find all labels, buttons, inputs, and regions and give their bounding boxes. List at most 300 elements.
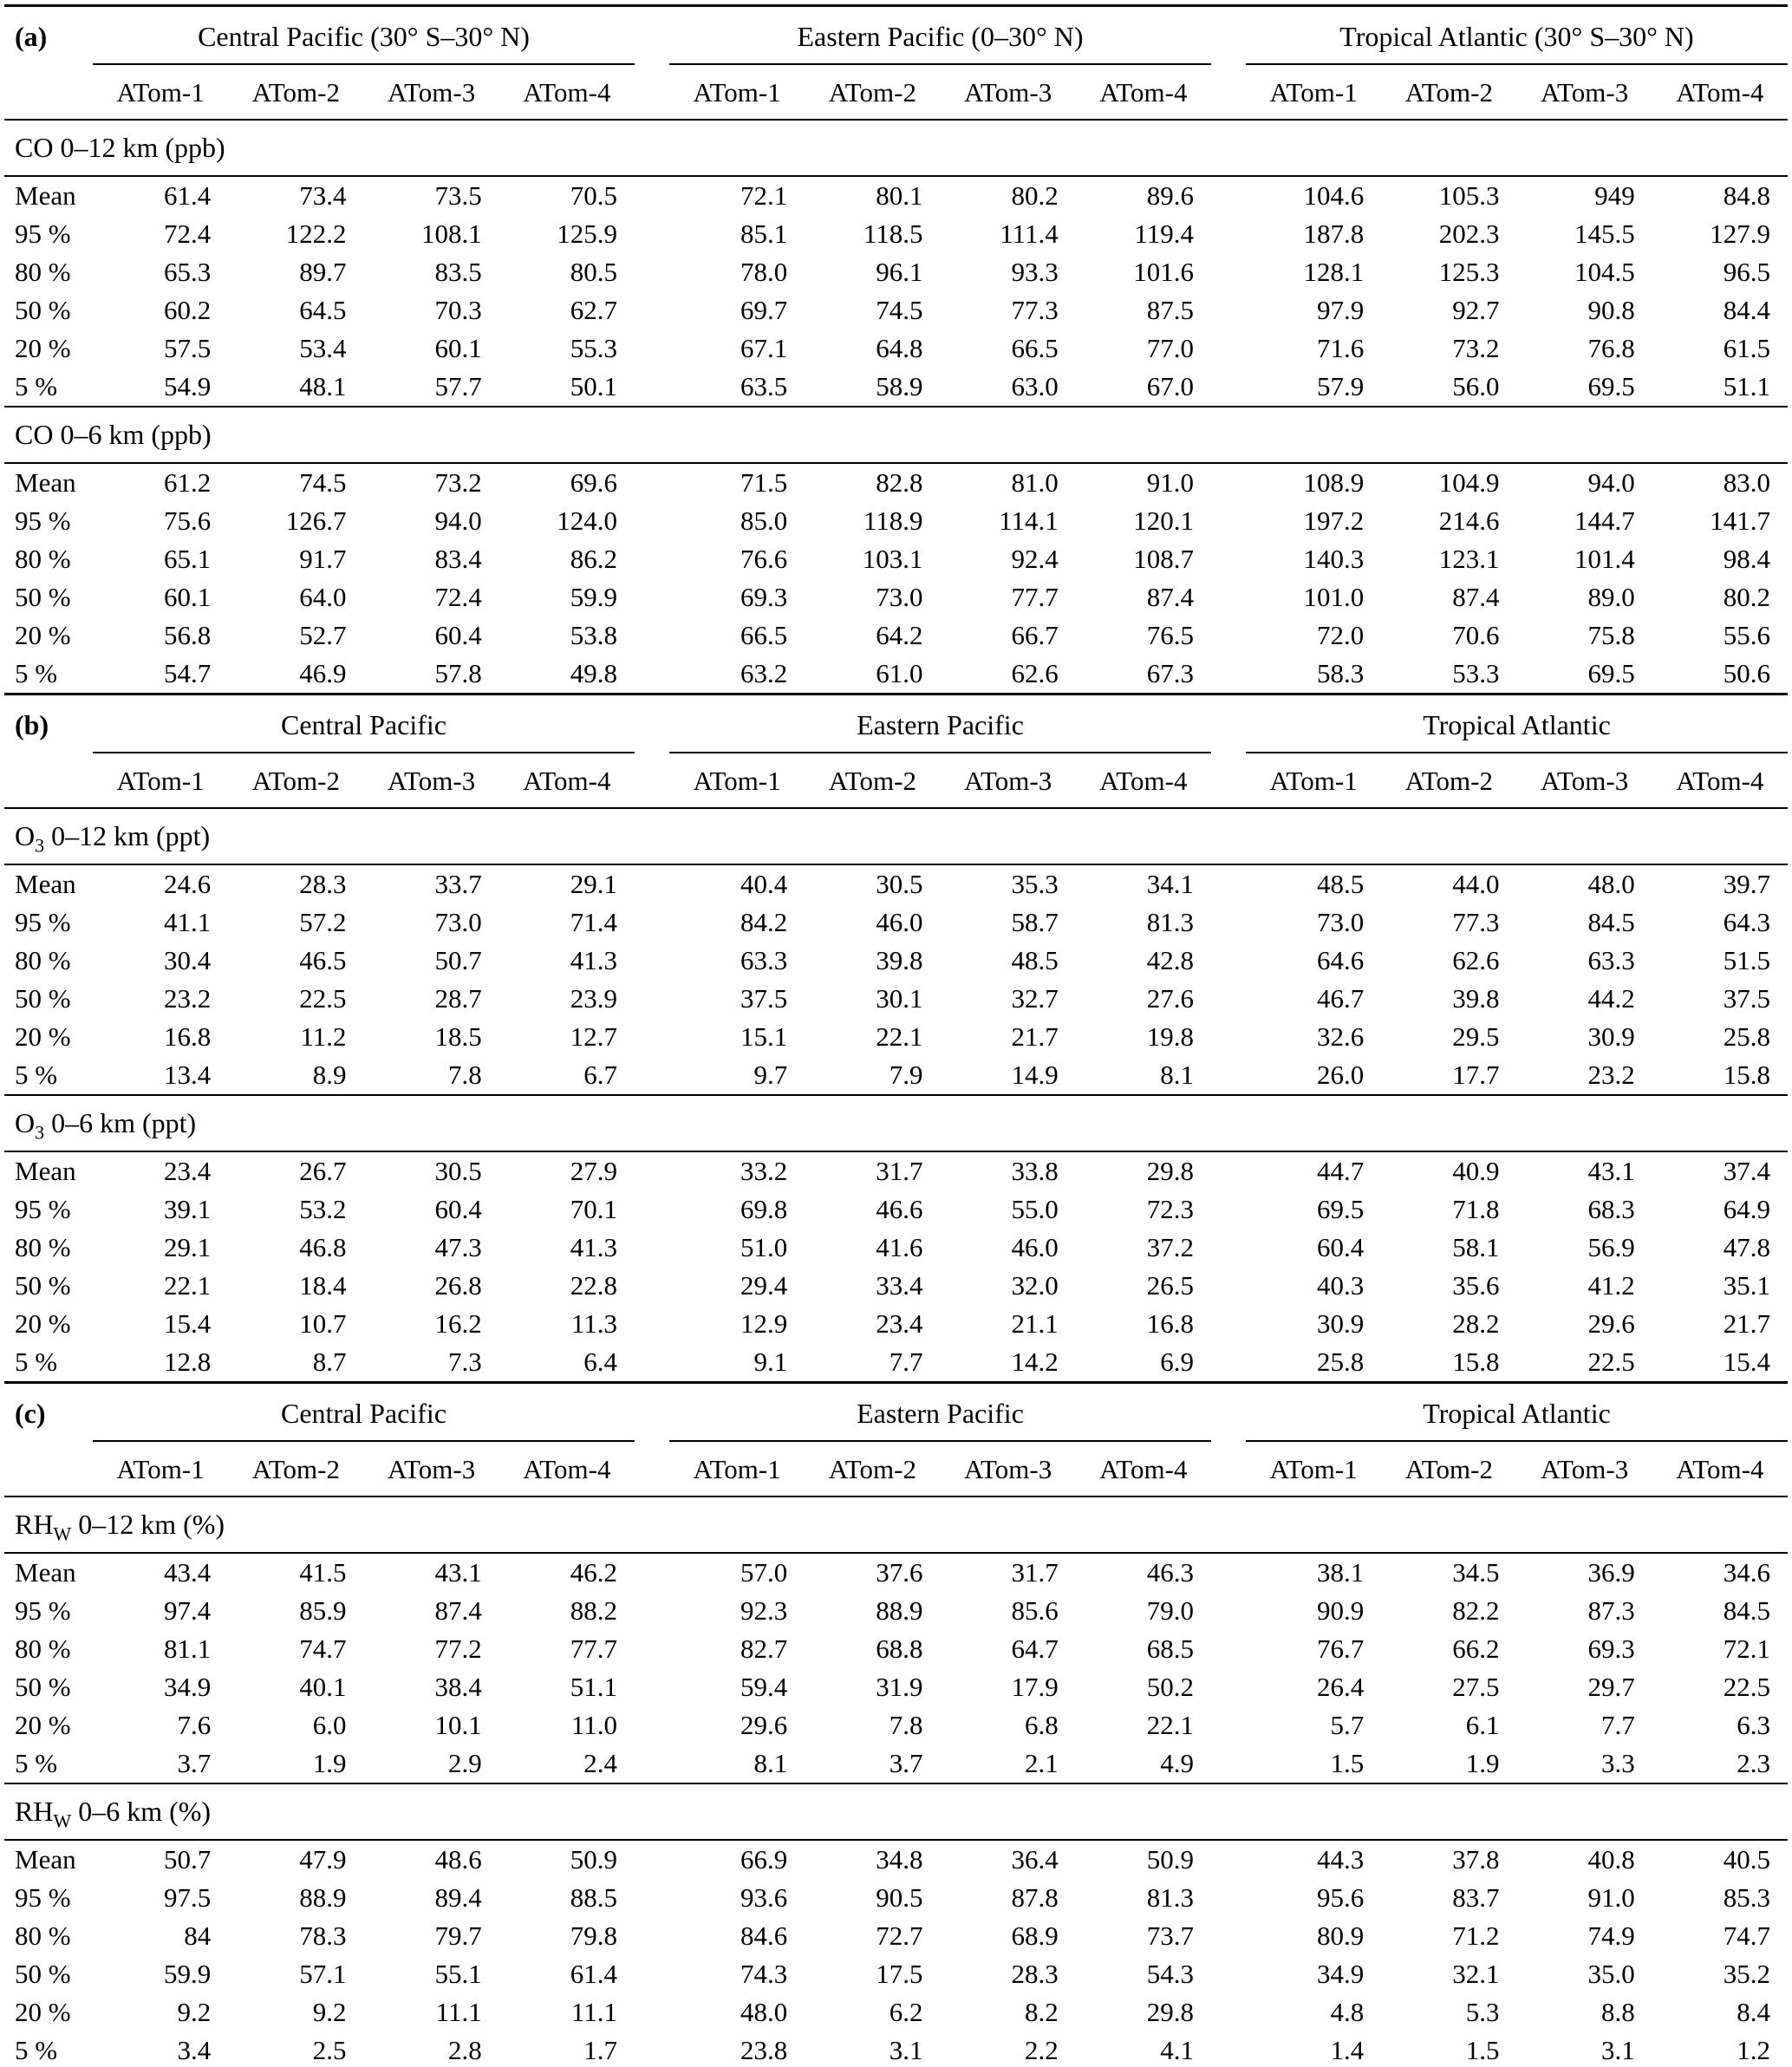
value-cell: 46.0	[1011, 1232, 1059, 1262]
value-cell: 26.8	[434, 1270, 482, 1301]
value-cell: 78.0	[740, 257, 788, 287]
value-cell: 88.2	[570, 1595, 617, 1626]
table-row	[4, 1190, 1788, 1229]
column-header: ATom-4	[1676, 77, 1764, 108]
value-cell: 50.7	[434, 945, 482, 975]
value-cell: 114.1	[999, 505, 1059, 536]
value-cell: 34.1	[1146, 869, 1194, 899]
table-row	[4, 368, 1788, 406]
value-cell: 1.9	[312, 1748, 347, 1778]
column-header: ATom-3	[1541, 766, 1629, 796]
value-cell: 46.3	[1146, 1557, 1194, 1588]
value-cell: 7.8	[448, 1060, 482, 1090]
table-row	[4, 942, 1788, 980]
value-cell: 87.8	[1011, 1882, 1059, 1913]
column-header: ATom-4	[1676, 766, 1764, 796]
value-cell: 25.8	[1317, 1346, 1365, 1377]
value-cell: 81.3	[1146, 907, 1194, 937]
value-cell: 10.7	[299, 1308, 347, 1339]
table-row	[4, 1955, 1788, 1993]
group-header-row	[4, 695, 1788, 753]
value-cell: 33.7	[434, 869, 482, 899]
value-cell: 36.9	[1587, 1557, 1635, 1588]
value-cell: 41.1	[164, 907, 212, 937]
value-cell: 69.5	[1587, 371, 1635, 401]
value-cell: 84.5	[1723, 1595, 1770, 1626]
value-cell: 96.1	[876, 257, 923, 287]
value-cell: 103.1	[862, 544, 923, 574]
value-cell: 66.9	[740, 1844, 788, 1875]
value-cell: 65.3	[164, 257, 212, 287]
value-cell: 57.2	[299, 907, 347, 937]
value-cell: 29.6	[740, 1710, 788, 1740]
value-cell: 67.1	[740, 333, 788, 363]
value-cell: 83.5	[434, 257, 482, 287]
column-header: ATom-4	[523, 1454, 611, 1484]
value-cell: 92.4	[1011, 544, 1059, 574]
value-cell: 74.5	[876, 295, 923, 325]
value-cell: 144.7	[1574, 505, 1635, 536]
value-cell: 8.2	[1025, 1997, 1059, 2027]
value-cell: 43.4	[164, 1557, 212, 1588]
value-cell: 75.8	[1587, 620, 1635, 650]
value-cell: 56.0	[1452, 371, 1500, 401]
column-header: ATom-1	[693, 77, 781, 108]
value-cell: 69.5	[1587, 658, 1635, 688]
value-cell: 17.9	[1011, 1672, 1059, 1702]
value-cell: 23.2	[1587, 1060, 1635, 1090]
row-label: 95 %	[15, 1194, 71, 1224]
column-header: ATom-3	[1541, 77, 1629, 108]
value-cell: 76.8	[1587, 333, 1635, 363]
value-cell: 69.5	[1317, 1194, 1365, 1224]
value-cell: 187.8	[1303, 218, 1365, 249]
value-cell: 32.0	[1011, 1270, 1059, 1301]
value-cell: 84.4	[1723, 295, 1770, 325]
value-cell: 22.1	[876, 1021, 923, 1052]
value-cell: 30.5	[876, 869, 923, 899]
value-cell: 50.1	[570, 371, 617, 401]
value-cell: 54.9	[164, 371, 212, 401]
row-label: 95 %	[15, 1882, 71, 1913]
value-cell: 81.3	[1146, 1882, 1194, 1913]
column-header: ATom-3	[1541, 1454, 1629, 1484]
table-row	[4, 578, 1788, 616]
row-label: 80 %	[15, 1232, 71, 1262]
value-cell: 38.1	[1317, 1557, 1365, 1588]
row-label: 5 %	[15, 371, 58, 401]
value-cell: 71.6	[1317, 333, 1365, 363]
column-header: ATom-1	[693, 1454, 781, 1484]
value-cell: 23.4	[876, 1308, 923, 1339]
value-cell: 75.6	[164, 505, 212, 536]
table-row	[4, 215, 1788, 253]
value-cell: 23.4	[164, 1156, 212, 1186]
section-title-subscript: W	[53, 1809, 72, 1832]
section-title-base: O	[15, 1107, 36, 1138]
value-cell: 21.7	[1011, 1021, 1059, 1052]
value-cell: 91.7	[299, 544, 347, 574]
value-cell: 27.9	[570, 1156, 617, 1186]
value-cell: 6.2	[889, 1997, 923, 2027]
section-title	[4, 1096, 1788, 1151]
value-cell: 9.2	[177, 1997, 212, 2027]
value-cell: 63.3	[1587, 945, 1635, 975]
value-cell: 62.6	[1452, 945, 1500, 975]
value-cell: 58.1	[1452, 1232, 1500, 1262]
value-cell: 42.8	[1146, 945, 1194, 975]
value-cell: 40.9	[1452, 1156, 1500, 1186]
value-cell: 108.9	[1303, 467, 1365, 498]
value-cell: 81.0	[1011, 467, 1059, 498]
section-title-base: RH	[15, 1796, 54, 1827]
value-cell: 37.4	[1723, 1156, 1770, 1186]
value-cell: 48.0	[1587, 869, 1635, 899]
value-cell: 53.8	[570, 620, 617, 650]
value-cell: 39.1	[164, 1194, 212, 1224]
value-cell: 31.9	[876, 1672, 923, 1702]
value-cell: 44.3	[1317, 1844, 1365, 1875]
value-cell: 80.1	[876, 180, 923, 211]
value-cell: 46.0	[876, 907, 923, 937]
value-cell: 10.1	[434, 1710, 482, 1740]
value-cell: 104.9	[1438, 467, 1500, 498]
table-row	[4, 1267, 1788, 1305]
value-cell: 44.2	[1587, 983, 1635, 1014]
value-cell: 51.1	[570, 1672, 617, 1702]
value-cell: 8.4	[1737, 1997, 1770, 2027]
row-label: 20 %	[15, 620, 71, 650]
row-label: Mean	[15, 869, 76, 899]
column-header: ATom-2	[828, 1454, 916, 1484]
column-header: ATom-2	[251, 766, 340, 796]
value-cell: 122.2	[285, 218, 347, 249]
value-cell: 73.4	[299, 180, 347, 211]
value-cell: 82.2	[1452, 1595, 1500, 1626]
value-cell: 60.4	[434, 620, 482, 650]
value-cell: 53.3	[1452, 658, 1500, 688]
value-cell: 76.5	[1146, 620, 1194, 650]
table-row	[4, 1229, 1788, 1267]
value-cell: 7.3	[448, 1346, 482, 1377]
value-cell: 37.5	[740, 983, 788, 1014]
group-header-1: Central Pacific (30° S–30° N)	[93, 7, 635, 65]
value-cell: 84.8	[1723, 180, 1770, 211]
section-title	[4, 1784, 1788, 1839]
value-cell: 84.5	[1587, 907, 1635, 937]
value-cell: 64.2	[876, 620, 923, 650]
value-cell: 2.2	[1025, 2035, 1059, 2065]
section-title-subscript: W	[53, 1523, 72, 1545]
column-header: ATom-3	[964, 77, 1052, 108]
value-cell: 2.5	[312, 2035, 347, 2065]
value-cell: 51.5	[1723, 945, 1770, 975]
value-cell: 2.3	[1737, 1748, 1770, 1778]
value-cell: 126.7	[285, 505, 347, 536]
value-cell: 141.7	[1710, 505, 1770, 536]
value-cell: 69.3	[1587, 1633, 1635, 1664]
section-title-subscript: 3	[35, 1121, 45, 1144]
value-cell: 29.6	[1587, 1308, 1635, 1339]
value-cell: 35.6	[1452, 1270, 1500, 1301]
value-cell: 66.2	[1452, 1633, 1500, 1664]
value-cell: 19.8	[1146, 1021, 1194, 1052]
row-label: 80 %	[15, 1633, 71, 1664]
value-cell: 53.4	[299, 333, 347, 363]
value-cell: 15.8	[1452, 1346, 1500, 1377]
value-cell: 77.3	[1011, 295, 1059, 325]
value-cell: 48.5	[1317, 869, 1365, 899]
value-cell: 3.7	[177, 1748, 212, 1778]
value-cell: 1.7	[583, 2035, 617, 2065]
row-label: 5 %	[15, 1346, 58, 1377]
value-cell: 80.5	[570, 257, 617, 287]
section-title-base: RH	[15, 1509, 54, 1540]
value-cell: 7.7	[889, 1346, 923, 1377]
value-cell: 15.4	[164, 1308, 212, 1339]
table-row	[4, 1343, 1788, 1381]
row-label: 95 %	[15, 505, 71, 536]
value-cell: 34.9	[164, 1672, 212, 1702]
atom-statistics-table	[4, 4, 1788, 2067]
value-cell: 124.0	[557, 505, 617, 536]
value-cell: 84.6	[740, 1920, 788, 1951]
value-cell: 3.7	[889, 1748, 923, 1778]
value-cell: 118.5	[863, 218, 923, 249]
value-cell: 9.1	[753, 1346, 788, 1377]
value-cell: 88.9	[299, 1882, 347, 1913]
value-cell: 74.3	[740, 1959, 788, 1989]
column-header: ATom-4	[1099, 766, 1188, 796]
value-cell: 2.9	[448, 1748, 482, 1778]
value-cell: 16.8	[1146, 1308, 1194, 1339]
value-cell: 66.7	[1011, 620, 1059, 650]
value-cell: 30.1	[876, 983, 923, 1014]
value-cell: 46.2	[570, 1557, 617, 1588]
value-cell: 80.2	[1011, 180, 1059, 211]
value-cell: 8.7	[312, 1346, 347, 1377]
value-cell: 97.9	[1317, 295, 1365, 325]
value-cell: 6.1	[1465, 1710, 1500, 1740]
value-cell: 202.3	[1438, 218, 1500, 249]
value-cell: 14.9	[1011, 1060, 1059, 1090]
section-title-suffix: 0–6 km (ppt)	[44, 1107, 197, 1138]
value-cell: 28.3	[1011, 1959, 1059, 1989]
value-cell: 53.2	[299, 1194, 347, 1224]
column-header: ATom-2	[251, 1454, 340, 1484]
value-cell: 64.0	[299, 582, 347, 612]
table-row	[4, 1592, 1788, 1630]
group-header-row	[4, 7, 1788, 65]
group-header-2: Eastern Pacific	[669, 1384, 1211, 1442]
value-cell: 27.5	[1452, 1672, 1500, 1702]
value-cell: 104.6	[1303, 180, 1365, 211]
value-cell: 77.7	[570, 1633, 617, 1664]
value-cell: 64.9	[1723, 1194, 1770, 1224]
value-cell: 88.9	[876, 1595, 923, 1626]
value-cell: 51.0	[740, 1232, 788, 1262]
value-cell: 73.5	[434, 180, 482, 211]
row-label: 5 %	[15, 2035, 58, 2065]
value-cell: 67.0	[1146, 371, 1194, 401]
row-label: Mean	[15, 180, 76, 211]
row-label: 20 %	[15, 333, 71, 363]
value-cell: 72.7	[876, 1920, 923, 1951]
row-label: 20 %	[15, 1021, 71, 1052]
row-label: 5 %	[15, 658, 58, 688]
value-cell: 48.5	[1011, 945, 1059, 975]
value-cell: 85.1	[740, 218, 788, 249]
value-cell: 105.3	[1438, 180, 1500, 211]
column-header: ATom-4	[523, 766, 611, 796]
table-row	[4, 1993, 1788, 2031]
value-cell: 93.3	[1011, 257, 1059, 287]
value-cell: 3.4	[177, 2035, 212, 2065]
value-cell: 94.0	[434, 505, 482, 536]
row-label: 95 %	[15, 907, 71, 937]
value-cell: 11.0	[570, 1710, 617, 1740]
value-cell: 29.8	[1146, 1156, 1194, 1186]
row-label: 50 %	[15, 1672, 71, 1702]
value-cell: 91.0	[1146, 467, 1194, 498]
value-cell: 11.1	[570, 1997, 617, 2027]
value-cell: 31.7	[876, 1156, 923, 1186]
group-header-1: Central Pacific	[93, 1384, 635, 1442]
value-cell: 11.2	[300, 1021, 347, 1052]
value-cell: 15.8	[1723, 1060, 1770, 1090]
value-cell: 127.9	[1710, 218, 1770, 249]
value-cell: 84.2	[740, 907, 788, 937]
row-label: 5 %	[15, 1060, 58, 1090]
value-cell: 24.6	[164, 869, 212, 899]
column-header: ATom-4	[1099, 1454, 1188, 1484]
column-header: ATom-1	[116, 766, 205, 796]
value-cell: 26.4	[1317, 1672, 1365, 1702]
value-cell: 89.7	[299, 257, 347, 287]
table-row	[4, 1744, 1788, 1783]
value-cell: 41.3	[570, 945, 617, 975]
value-cell: 6.8	[1025, 1710, 1059, 1740]
row-label: 50 %	[15, 1959, 71, 1989]
value-cell: 94.0	[1587, 467, 1635, 498]
value-cell: 47.9	[299, 1844, 347, 1875]
value-cell: 70.3	[434, 295, 482, 325]
row-label: Mean	[15, 1156, 76, 1186]
value-cell: 43.1	[1587, 1156, 1635, 1186]
value-cell: 125.3	[1438, 257, 1500, 287]
value-cell: 32.7	[1011, 983, 1059, 1014]
value-cell: 60.4	[1317, 1232, 1365, 1262]
value-cell: 55.6	[1723, 620, 1770, 650]
atom-header-row	[4, 65, 1788, 119]
value-cell: 32.6	[1317, 1021, 1365, 1052]
value-cell: 2.4	[583, 1748, 617, 1778]
value-cell: 80.9	[1317, 1920, 1365, 1951]
value-cell: 97.5	[164, 1882, 212, 1913]
value-cell: 30.9	[1317, 1308, 1365, 1339]
value-cell: 30.5	[434, 1156, 482, 1186]
table-row	[4, 616, 1788, 655]
value-cell: 74.5	[299, 467, 347, 498]
value-cell: 37.2	[1146, 1232, 1194, 1262]
value-cell: 56.8	[164, 620, 212, 650]
section-title	[4, 121, 1788, 175]
value-cell: 71.8	[1452, 1194, 1500, 1224]
value-cell: 63.0	[1011, 371, 1059, 401]
value-cell: 40.1	[299, 1672, 347, 1702]
value-cell: 83.0	[1723, 467, 1770, 498]
value-cell: 86.2	[570, 544, 617, 574]
value-cell: 87.5	[1146, 295, 1194, 325]
section-title	[4, 1497, 1788, 1552]
value-cell: 23.2	[164, 983, 212, 1014]
value-cell: 66.5	[740, 620, 788, 650]
value-cell: 83.4	[434, 544, 482, 574]
table-row	[4, 1554, 1788, 1592]
table-row	[4, 291, 1788, 329]
value-cell: 63.3	[740, 945, 788, 975]
value-cell: 92.7	[1452, 295, 1500, 325]
column-header: ATom-3	[964, 766, 1052, 796]
section-title-suffix: 0–6 km (%)	[71, 1796, 212, 1827]
value-cell: 9.7	[753, 1060, 788, 1090]
column-header: ATom-1	[1269, 77, 1358, 108]
value-cell: 140.3	[1303, 544, 1365, 574]
table-row	[4, 1706, 1788, 1744]
row-label: 50 %	[15, 983, 71, 1014]
value-cell: 71.2	[1452, 1920, 1500, 1951]
row-label: Mean	[15, 1844, 76, 1875]
value-cell: 33.8	[1011, 1156, 1059, 1186]
value-cell: 15.4	[1723, 1346, 1770, 1377]
value-cell: 101.6	[1133, 257, 1194, 287]
value-cell: 5.3	[1465, 1997, 1500, 2027]
value-cell: 4.9	[1160, 1748, 1194, 1778]
value-cell: 108.7	[1133, 544, 1194, 574]
value-cell: 32.1	[1452, 1959, 1500, 1989]
table-row	[4, 1152, 1788, 1190]
panel-letter-label: (c)	[15, 1398, 46, 1429]
value-cell: 69.8	[740, 1194, 788, 1224]
section-title-suffix: 0–12 km (ppt)	[44, 820, 211, 851]
value-cell: 38.4	[434, 1672, 482, 1702]
value-cell: 55.3	[570, 333, 617, 363]
value-cell: 71.5	[740, 467, 788, 498]
value-cell: 2.1	[1025, 1748, 1059, 1778]
value-cell: 77.7	[1011, 582, 1059, 612]
value-cell: 33.4	[876, 1270, 923, 1301]
section-title	[4, 809, 1788, 864]
row-label: 50 %	[15, 295, 71, 325]
column-header: ATom-1	[1269, 1454, 1358, 1484]
value-cell: 3.1	[1601, 2035, 1635, 2065]
value-cell: 949	[1594, 180, 1635, 211]
value-cell: 60.1	[164, 582, 212, 612]
value-cell: 18.4	[299, 1270, 347, 1301]
value-cell: 1.5	[1330, 1748, 1365, 1778]
value-cell: 66.5	[1011, 333, 1059, 363]
value-cell: 79.7	[434, 1920, 482, 1951]
value-cell: 40.4	[740, 869, 788, 899]
value-cell: 123.1	[1438, 544, 1500, 574]
value-cell: 73.2	[434, 467, 482, 498]
value-cell: 72.1	[740, 180, 788, 211]
value-cell: 59.4	[740, 1672, 788, 1702]
table-row	[4, 1879, 1788, 1917]
row-label: 80 %	[15, 945, 71, 975]
group-header-3: Tropical Atlantic	[1246, 1384, 1788, 1442]
value-cell: 57.9	[1317, 371, 1365, 401]
